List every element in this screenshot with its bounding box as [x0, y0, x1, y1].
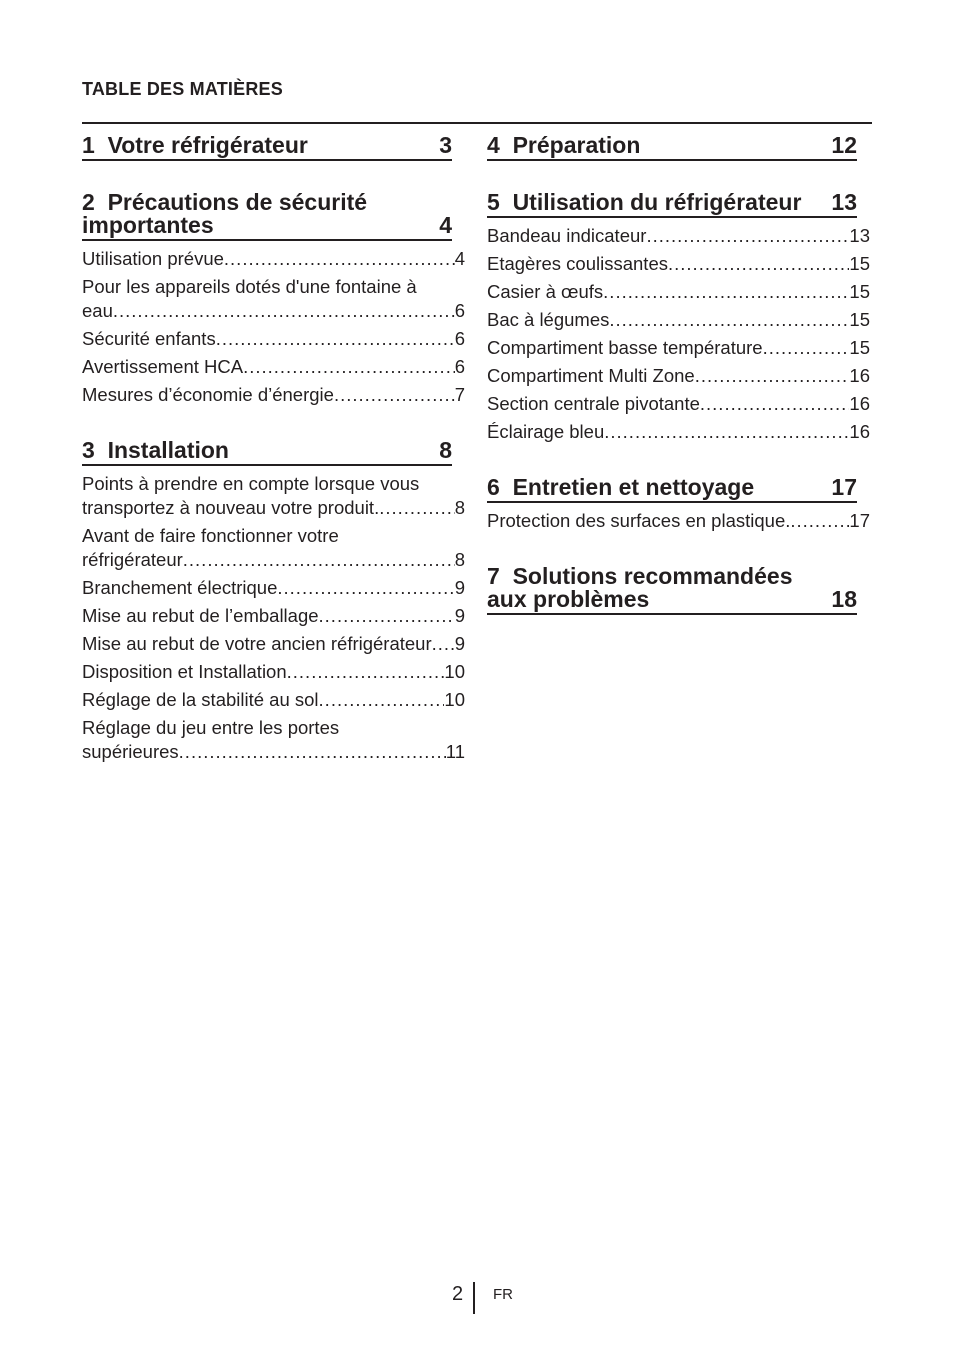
toc-entry-leader — [216, 327, 455, 351]
section-title-text: 3 Installation — [82, 437, 229, 463]
section-title-text: 4 Préparation — [487, 132, 641, 158]
toc-entry-text: Mise au rebut de votre ancien réfrigérateur — [82, 633, 432, 654]
toc-entry-leader — [319, 688, 445, 712]
section-page-number: 4 — [439, 212, 452, 238]
toc-entry-page-number: 16 — [849, 393, 870, 414]
toc-entry[interactable] — [82, 470, 465, 522]
toc-entry-page-number: 13 — [849, 225, 870, 246]
toc-entry-leader — [334, 383, 455, 407]
toc-entry-leader — [695, 364, 850, 388]
toc-right-column — [487, 124, 870, 635]
toc-entry-page-number: 15 — [849, 253, 870, 274]
toc-entry-leader — [609, 308, 849, 332]
section-title-text: 6 Entretien et nettoyage — [487, 474, 755, 500]
toc-entry[interactable] — [487, 278, 870, 306]
toc-entry[interactable] — [487, 418, 870, 446]
toc-entry[interactable] — [487, 507, 870, 535]
section-page-number: 8 — [439, 437, 452, 463]
toc-section-title[interactable] — [487, 124, 857, 161]
toc-entry-page-number: 15 — [849, 309, 870, 330]
toc-section — [82, 181, 465, 409]
toc-entry-page-number: 8 — [454, 497, 465, 518]
toc-entry-leader — [113, 299, 455, 323]
section-page-number: 3 — [439, 132, 452, 158]
toc-entry-text: Sécurité enfants — [82, 328, 216, 349]
section-title-text: 5 Utilisation du réfrigérateur — [487, 189, 802, 215]
toc-entry[interactable] — [487, 222, 870, 250]
toc-entry-list — [487, 222, 870, 446]
toc-entry-page-number: 9 — [454, 605, 465, 626]
toc-entry-text: Section centrale pivotante — [487, 393, 700, 414]
toc-entry-list — [82, 470, 465, 766]
toc-entry[interactable] — [487, 334, 870, 362]
toc-entry[interactable] — [82, 273, 465, 325]
toc-section — [487, 555, 870, 615]
toc-entry-text: Réglage du jeu entre les portes — [82, 717, 340, 738]
toc-left-column — [82, 124, 465, 786]
toc-entry-leader — [604, 420, 849, 444]
toc-entry-text: Disposition et Installation — [82, 661, 287, 682]
toc-entry-text: Pour les appareils dotés d'une fontaine à — [82, 276, 417, 297]
toc-section — [82, 429, 465, 766]
toc-entry[interactable] — [82, 686, 465, 714]
toc-entry-leader — [668, 252, 849, 276]
toc-entry-text-continued: supérieures — [82, 741, 179, 762]
toc-entry-page-number: 6 — [454, 300, 465, 321]
toc-entry-text-continued: transportez à nouveau votre produit. — [82, 497, 380, 518]
toc-section-title[interactable] — [487, 466, 857, 503]
toc-entry-leader — [790, 509, 849, 533]
toc-section — [487, 466, 870, 535]
footer-language: FR — [493, 1286, 513, 1303]
toc-entry[interactable] — [82, 658, 465, 686]
toc-entry[interactable] — [82, 353, 465, 381]
section-title-text: 2 Précautions de sécurité importantes — [82, 189, 374, 238]
toc-entry-text-continued: réfrigérateur — [82, 549, 183, 570]
toc-entry-text: Casier à œufs — [487, 281, 604, 302]
toc-section-title[interactable] — [82, 181, 452, 241]
toc-section-title[interactable] — [82, 429, 452, 466]
toc-entry[interactable] — [487, 306, 870, 334]
toc-entry-text: Avant de faire fonctionner votre — [82, 525, 339, 546]
footer-page-number: 2 — [452, 1283, 464, 1305]
toc-entry-page-number: 17 — [849, 510, 870, 531]
toc-entry-page-number: 9 — [454, 577, 465, 598]
toc-entry-text: Mesures d’économie d’énergie — [82, 384, 334, 405]
toc-entry-page-number: 4 — [454, 248, 465, 269]
page-title: TABLE DES MATIÈRES — [82, 79, 283, 99]
toc-entry-text: Éclairage bleu — [487, 421, 605, 442]
toc-entry-page-number: 7 — [454, 384, 465, 405]
section-page-number: 12 — [831, 132, 857, 158]
toc-entry[interactable] — [487, 250, 870, 278]
toc-entry-leader — [763, 336, 850, 360]
toc-entry-page-number: 8 — [454, 549, 465, 570]
footer-divider — [473, 1282, 475, 1314]
toc-section — [487, 124, 870, 161]
toc-entry-text: Bandeau indicateur — [487, 225, 647, 246]
toc-section — [82, 124, 465, 161]
toc-entry-page-number: 6 — [454, 328, 465, 349]
toc-entry-page-number: 16 — [849, 421, 870, 442]
toc-entry-text: Mise au rebut de l’emballage — [82, 605, 319, 626]
toc-entry-leader — [432, 632, 455, 656]
section-page-number: 18 — [831, 586, 857, 612]
toc-entry-page-number: 15 — [849, 281, 870, 302]
toc-entry-page-number: 6 — [454, 356, 465, 377]
toc-entry-leader — [379, 496, 454, 520]
toc-entry-page-number: 16 — [849, 365, 870, 386]
toc-entry-text: Compartiment basse température — [487, 337, 763, 358]
toc-entry[interactable] — [487, 390, 870, 418]
toc-entry-leader — [700, 392, 850, 416]
toc-entry-leader — [183, 548, 455, 572]
toc-entry-leader — [646, 224, 849, 248]
section-page-number: 17 — [831, 474, 857, 500]
toc-entry-page-number: 15 — [849, 337, 870, 358]
toc-entry-leader — [277, 576, 454, 600]
toc-entry-text: Utilisation prévue — [82, 248, 224, 269]
toc-section-title[interactable] — [82, 124, 452, 161]
toc-entry[interactable] — [82, 630, 465, 658]
toc-entry-leader — [243, 355, 455, 379]
toc-entry-text: Réglage de la stabilité au sol — [82, 689, 319, 710]
toc-entry[interactable] — [82, 381, 465, 409]
toc-entry-page-number: 10 — [444, 661, 465, 682]
toc-entry-leader — [603, 280, 849, 304]
section-title-text: 7 Solutions recommandées aux problèmes — [487, 563, 799, 612]
toc-entry-text: Bac à légumes — [487, 309, 610, 330]
toc-section-title[interactable] — [487, 181, 857, 218]
toc-entry-page-number: 9 — [454, 633, 465, 654]
toc-entry-leader — [287, 660, 445, 684]
toc-entry-list — [487, 507, 870, 535]
section-page-number: 13 — [831, 189, 857, 215]
toc-entry[interactable] — [82, 602, 465, 630]
toc-entry-text: Branchement électrique — [82, 577, 278, 598]
toc-entry-text: Etagères coulissantes — [487, 253, 668, 274]
toc-entry[interactable] — [82, 522, 465, 574]
toc-entry[interactable] — [82, 714, 465, 766]
toc-entry[interactable] — [487, 362, 870, 390]
toc-entry[interactable] — [82, 574, 465, 602]
toc-entry-leader — [319, 604, 455, 628]
toc-entry-text: Compartiment Multi Zone — [487, 365, 695, 386]
toc-entry[interactable] — [82, 325, 465, 353]
toc-entry-text: Avertissement HCA — [82, 356, 244, 377]
toc-entry-leader — [224, 247, 455, 271]
toc-entry[interactable] — [82, 245, 465, 273]
toc-entry-page-number: 11 — [445, 741, 465, 762]
toc-entry-leader — [179, 740, 446, 764]
toc-entry-page-number: 10 — [444, 689, 465, 710]
toc-section-title[interactable] — [487, 555, 857, 615]
toc-section — [487, 181, 870, 446]
toc-entry-text: Protection des surfaces en plastique. — [487, 510, 791, 531]
toc-entry-list — [82, 245, 465, 409]
section-title-text: 1 Votre réfrigérateur — [82, 132, 308, 158]
toc-entry-text-continued: eau — [82, 300, 113, 321]
toc-entry-text: Points à prendre en compte lorsque vous — [82, 473, 420, 494]
